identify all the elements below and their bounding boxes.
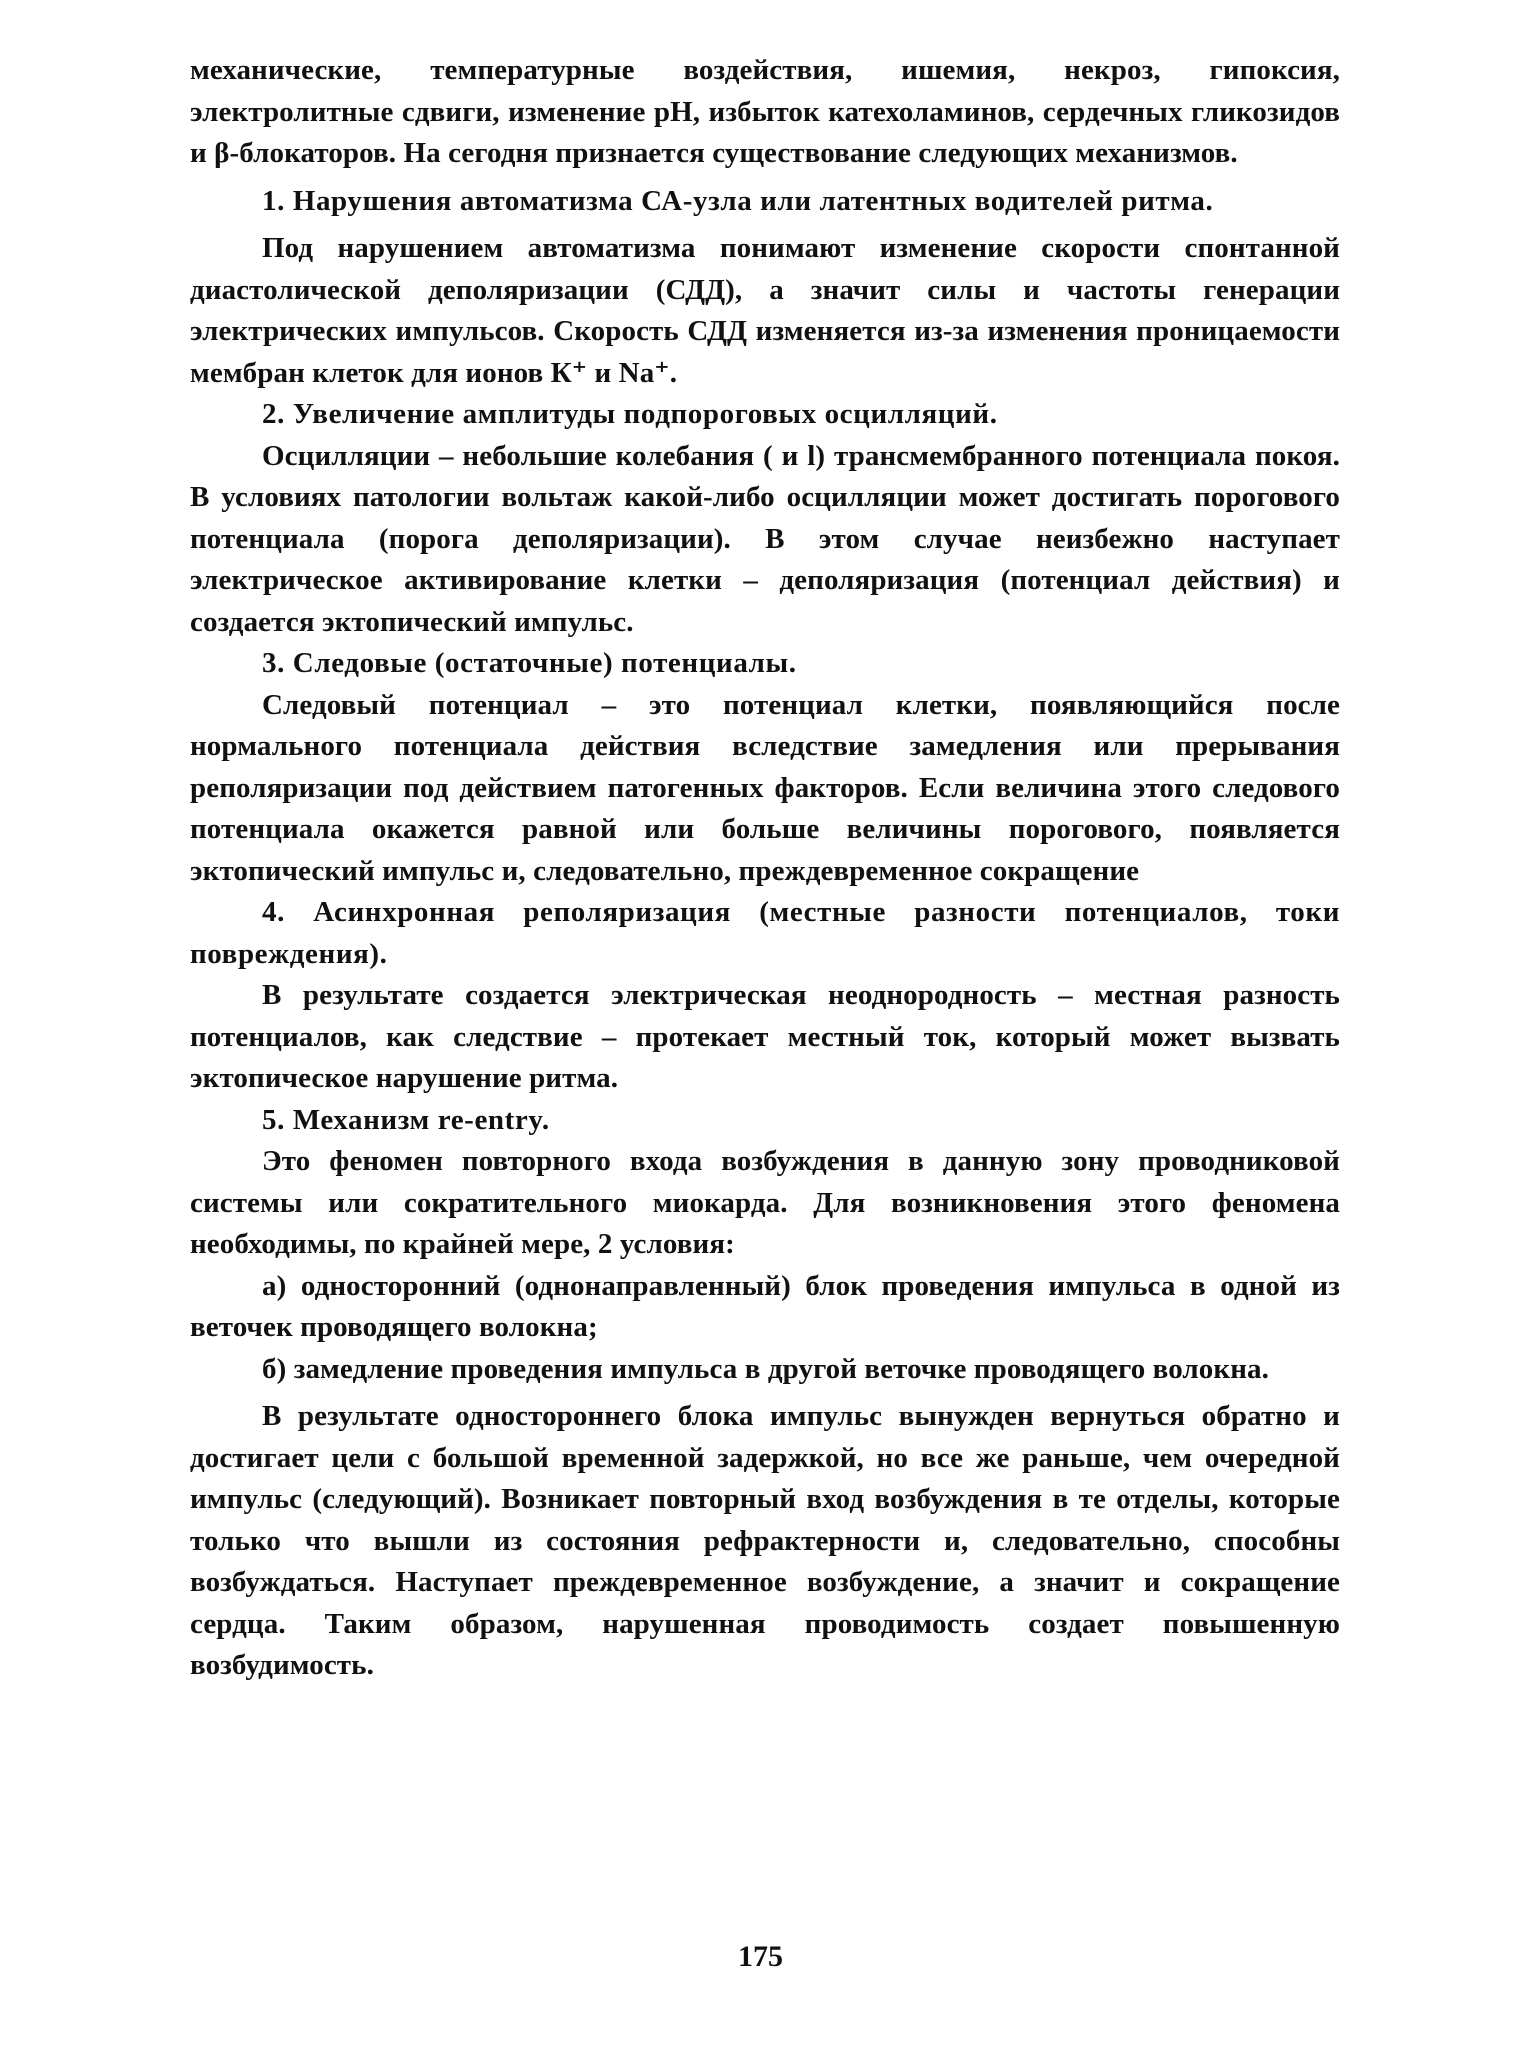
paragraph-automatism: Под нарушением автоматизма понимают изменение скорости спонтанной диастолической деполяризации (СДД), а значит силы и частоты генерации электрических импульсов. Скорость СДД изменяется из-за изменения проницаемости мембран клеток для ионов К⁺ и Na⁺.	[190, 232, 1340, 389]
paragraph-re-entry-result: В результате одностороннего блока импульс вынужден вернуться обратно и достигает цели с большой временной задержкой, но все же раньше, чем очередной импульс (следующий). Возникает повторный вход возбуждения в те отделы, которые только что вышли из состояния рефрактерности и, следовательно, способны возбуждаться. Наступает преждевременное возбуждение, а значит и сокращение сердца. Таким образом, нарушенная проводимость создает повышенную возбудимость.	[190, 1400, 1340, 1681]
heading-asynchronous-repolarization: 4. Асинхронная реполяризация (местные разности потенциалов, токи повреждения).	[190, 896, 1340, 970]
page-number: 175	[738, 1940, 783, 1973]
paragraph-intro-continued: механические, температурные воздействия, ишемия, некроз, гипоксия, электролитные сдвиги, изменение рН, избыток катехоламинов, сердечных гликозидов и β-блокаторов. На сегодня признается существование следующих механизмов.	[190, 54, 1340, 169]
paragraph-condition-a: а) односторонний (однонаправленный) блок проведения импульса в одной из веточек проводящего волокна;	[190, 1269, 1340, 1343]
heading-re-entry: 5. Механизм re-entry.	[262, 1103, 550, 1136]
paragraph-asynchronous-repolarization: В результате создается электрическая неоднородность – местная разность потенциалов, как следствие – протекает местный ток, который может вызвать эктопическое нарушение ритма.	[190, 979, 1340, 1094]
paragraph-re-entry-definition: Это феномен повторного входа возбуждения в данную зону проводниковой системы или сократительного миокарда. Для возникновения этого феномена необходимы, по крайней мере, 2 условия:	[190, 1145, 1340, 1260]
paragraph-trace-potentials: Следовый потенциал – это потенциал клетки, появляющийся после нормального потенциала действия вследствие замедления или прерывания реполяризации под действием патогенных факторов. Если величина этого следового потенциала окажется равной или больше величины порогового, появляется эктопический импульс и, следовательно, преждевременное сокращение	[190, 688, 1340, 887]
heading-subthreshold-oscillations: 2. Увеличение амплитуды подпороговых осцилляций.	[262, 398, 998, 430]
page-body	[190, 50, 1340, 1687]
paragraph-oscillations: Осцилляции – небольшие колебания ( и l) трансмембранного потенциала покоя. В условиях патологии вольтаж какой-либо осцилляции может достигать порогового потенциала (порога деполяризации). В этом случае неизбежно наступает электрическое активирование клетки – деполяризация (потенциал действия) и создается эктопический импульс.	[190, 439, 1340, 638]
heading-trace-potentials: 3. Следовые (остаточные) потенциалы.	[262, 647, 797, 679]
heading-automatism-disorders: 1. Нарушения автоматизма СА-узла или латентных водителей ритма.	[262, 184, 1214, 217]
paragraph-condition-b: б) замедление проведения импульса в другой веточке проводящего волокна.	[262, 1352, 1269, 1385]
